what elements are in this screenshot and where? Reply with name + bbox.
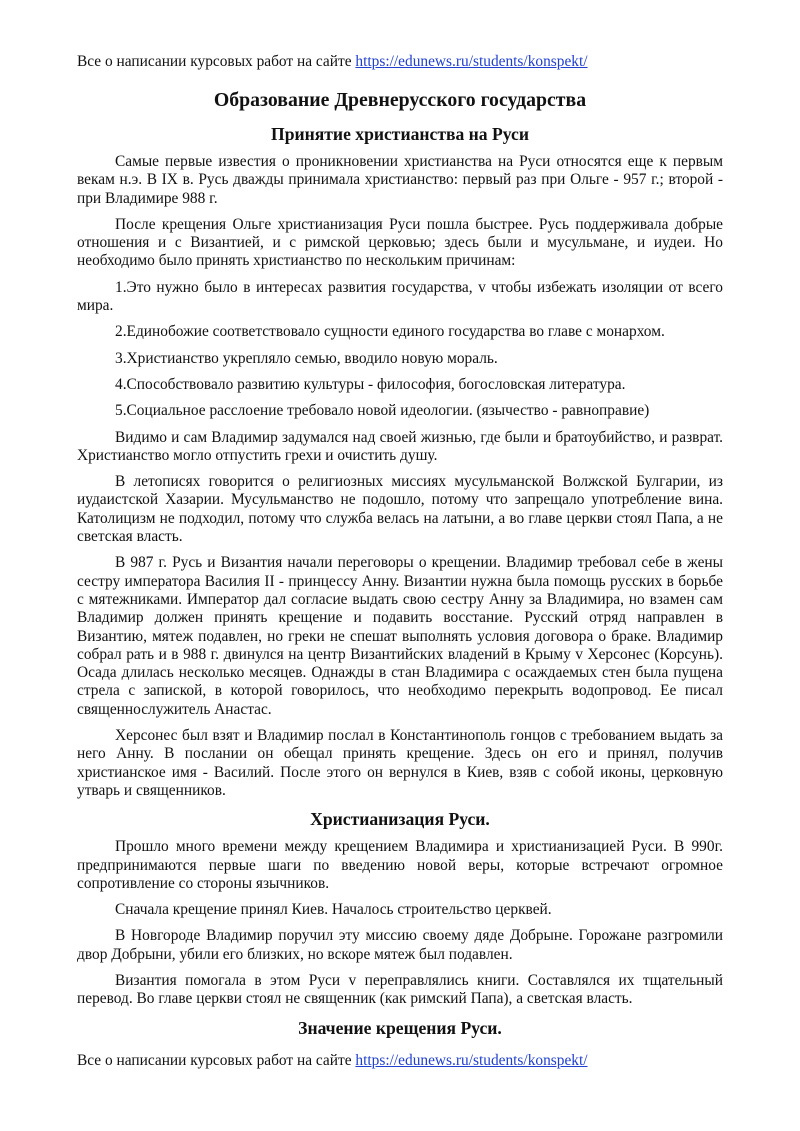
header-text: Все о написании курсовых работ на сайте <box>77 53 356 70</box>
paragraph: В 987 г. Русь и Византия начали переговоры о крещении. Владимир требовал себе в жены сестру императора Василия II - принцессу Анну. Византии нужна была помощь русских в борьбе с мятежниками. Император дал согласие выдать свою сестру Анну за Владимира, но взамен сам Владимир должен принять крещение и подавить восстание. Русский отряд направлен в Византию, мятеж подавлен, но греки не спешат выполнять условия договора о браке. Владимир собрал рать и в 988 г. двинулся на центр Византийских владений в Крыму v Херсонес (Корсунь). Осада длилась несколько месяцев. Однажды в стан Владимира с осаждаемых стен была пущена стрела с запиской, в которой говорилось, что необходимо перекрыть водопровод. Ее писал священнослужитель Анастас. <box>77 554 723 718</box>
section-heading-significance: Значение крещения Руси. <box>298 1017 502 1038</box>
paragraph: Сначала крещение принял Киев. Началось строительство церквей. <box>115 901 552 919</box>
footer-link[interactable]: https://edunews.ru/students/konspekt/ <box>355 1051 588 1069</box>
list-item: 4.Способствовало развитию культуры - философия, богословская литература. <box>115 375 626 393</box>
document-title: Образование Древнерусского государства <box>213 89 587 111</box>
list-item: 5.Социальное расслоение требовало новой идеологии. (язычество - равноправие) <box>115 402 650 420</box>
paragraph: В летописях говорится о религиозных миссиях мусульманской Волжской Булгарии, из иудаистской Хазарии. Мусульманство не подошло, потому что запрещало употребление вина. Католицизм не подходил, потому что служба велась на латыни, а во главе церкви стоял Папа, а не светская власть. <box>77 473 723 546</box>
paragraph: Прошло много времени между крещением Владимира и христианизацией Руси. В 990г. предпринимаются первые шаги по введению новой веры, которые встречают огромное сопротивление со стороны язычников. <box>77 838 723 892</box>
footer-text: Все о написании курсовых работ на сайте <box>77 1051 356 1069</box>
section-heading-christianization: Христианизация Руси. <box>310 809 490 830</box>
paragraph: Херсонес был взят и Владимир послал в Константинополь гонцов с требованием выдать за него Анну. В послании он обещал принять крещение. Здесь он его и принял, получив христианское имя - Василий. После этого он вернулся в Киев, взяв с собой иконы, церковную утварь и священников. <box>77 727 723 799</box>
list-item: 1.Это нужно было в интересах развития государства, v чтобы избежать изоляции от всего мира. <box>77 278 723 315</box>
list-item: 2.Единобожие соответствовало сущности единого государства во главе с монархом. <box>115 323 665 341</box>
paragraph: После крещения Ольге христианизация Руси пошла быстрее. Русь поддерживала добрые отношения и с Византией, и с римской церковью; здесь были и мусульмане, и иудеи. Но необходимо было принять христианство по нескольким причинам: <box>77 215 723 270</box>
page-footer <box>77 1051 723 1071</box>
section-heading-christianity: Принятие христианства на Руси <box>271 124 529 144</box>
paragraph: Видимо и сам Владимир задумался над своей жизнью, где были и братоубийство, и разврат. Христианство могло отпустить грехи и очистить душу. <box>77 428 723 464</box>
header-link[interactable]: https://edunews.ru/students/konspekt/ <box>355 53 588 70</box>
paragraph: Византия помогала в этом Руси v переправлялись книги. Составлялся их тщательный перевод. Во главе церкви стоял не священник (как римский Папа), а светская власть. <box>77 971 723 1008</box>
paragraph: В Новгороде Владимир поручил эту миссию своему дяде Добрыне. Горожане разгромили двор Добрыни, убили его близких, но вскоре мятеж был подавлен. <box>77 927 723 963</box>
page-header <box>77 52 723 72</box>
list-item: 3.Христианство укрепляло семью, вводило новую мораль. <box>115 349 498 367</box>
paragraph: Самые первые известия о проникновении христианства на Руси относятся еще к первым векам н.э. В IX в. Русь дважды принимала христианство: первый раз при Ольге - 957 г.; второй - при Владимире 988 г. <box>77 153 723 207</box>
